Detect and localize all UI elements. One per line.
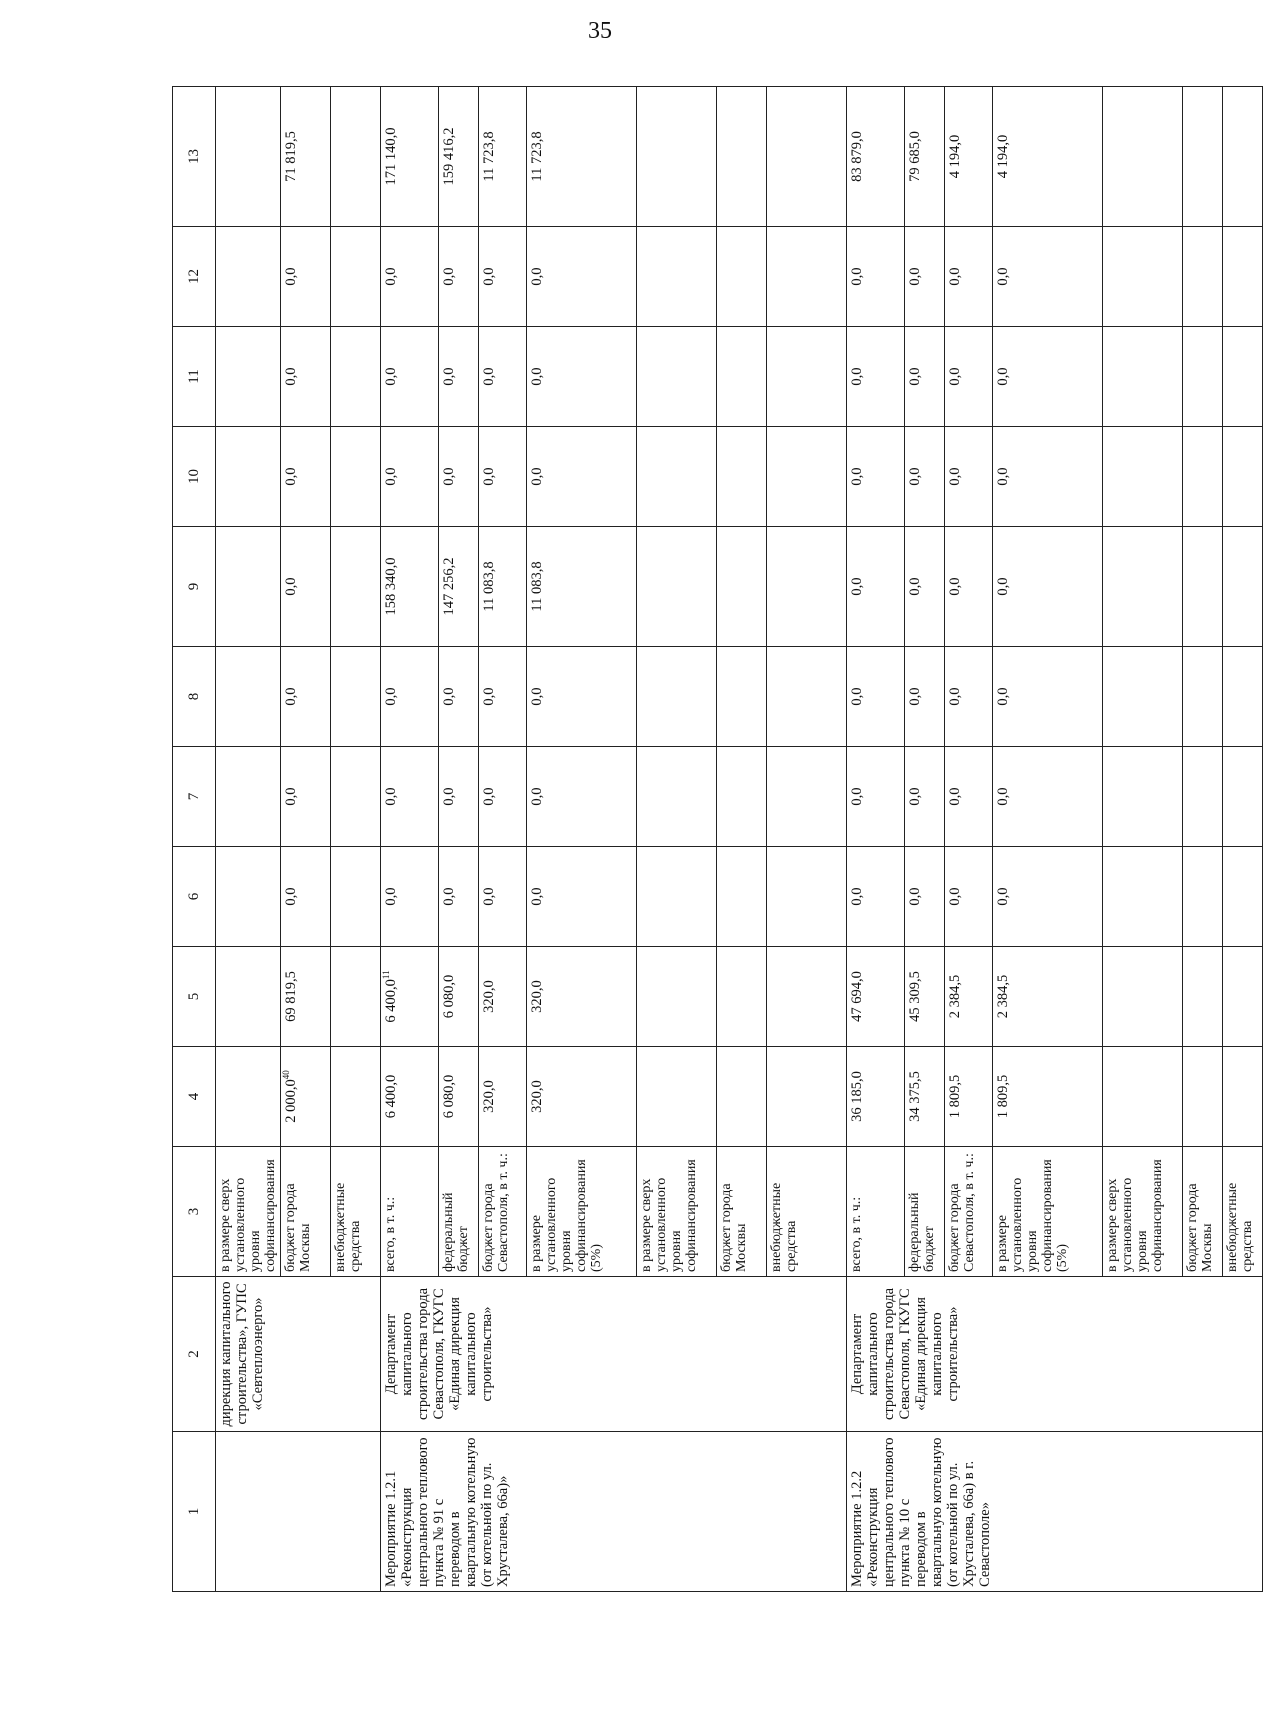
value-cell [1103, 87, 1183, 227]
value-cell: 320,0 [527, 1047, 637, 1147]
value-cell [767, 847, 847, 947]
value-cell: 0,0 [439, 647, 479, 747]
value-cell: 0,0 [281, 847, 331, 947]
value-cell [637, 1047, 717, 1147]
value-cell: 47 694,0 [847, 947, 905, 1047]
funding-source-cell: внебюджетные средства [1223, 1147, 1263, 1277]
funding-source-cell: в размере сверх установленного уровня софинансирования [1103, 1147, 1183, 1277]
value-cell: 0,0 [439, 847, 479, 947]
value-cell: 0,0 [439, 427, 479, 527]
value-cell: 171 140,0 [381, 87, 439, 227]
value-cell [216, 527, 281, 647]
value-cell [216, 647, 281, 747]
header-cell: 2 [173, 1277, 216, 1432]
value-cell: 2 384,5 [945, 947, 993, 1047]
value-cell: 0,0 [439, 747, 479, 847]
value-cell [1183, 847, 1223, 947]
value-cell: 0,0 [527, 427, 637, 527]
value-cell: 0,0 [527, 647, 637, 747]
value-cell [767, 1047, 847, 1147]
funding-source-cell: бюджет города Севастополя, в т. ч.: [479, 1147, 527, 1277]
value-cell [1103, 747, 1183, 847]
value-cell: 0,0 [847, 527, 905, 647]
value-cell: 0,0 [905, 747, 945, 847]
value-cell: 0,0 [439, 227, 479, 327]
value-cell [1223, 947, 1263, 1047]
header-cell: 10 [173, 427, 216, 527]
funding-source-cell: всего, в т. ч.: [381, 1147, 439, 1277]
header-cell: 1 [173, 1432, 216, 1592]
executor-cell: дирекция капитального строительства», ГУПС «Севтеплоэнерго» [216, 1277, 381, 1432]
value-cell [1183, 647, 1223, 747]
value-cell: 0,0 [847, 427, 905, 527]
value-cell: 320,0 [527, 947, 637, 1047]
value-cell [1183, 747, 1223, 847]
value-cell: 45 309,5 [905, 947, 945, 1047]
value-cell: 0,0 [281, 527, 331, 647]
value-cell: 0,0 [905, 427, 945, 527]
value-cell [717, 87, 767, 227]
funding-source-cell: в размере сверх установленного уровня софинансирования [637, 1147, 717, 1277]
value-cell: 11 083,8 [479, 527, 527, 647]
header-cell: 12 [173, 227, 216, 327]
value-cell [331, 87, 381, 227]
value-cell [637, 327, 717, 427]
value-cell [1183, 227, 1223, 327]
value-cell: 0,0 [381, 747, 439, 847]
value-cell [1223, 847, 1263, 947]
value-cell [1223, 527, 1263, 647]
value-cell [216, 947, 281, 1047]
value-cell: 0,0 [527, 227, 637, 327]
table-row [216, 87, 281, 1592]
value-cell [331, 747, 381, 847]
value-cell [331, 327, 381, 427]
value-cell [1103, 1047, 1183, 1147]
value-cell: 0,0 [479, 647, 527, 747]
value-cell: 158 340,0 [381, 527, 439, 647]
value-cell [717, 747, 767, 847]
value-cell [717, 647, 767, 747]
value-cell: 0,0 [381, 427, 439, 527]
value-cell: 0,0 [381, 847, 439, 947]
value-cell [1223, 427, 1263, 527]
value-cell [1103, 327, 1183, 427]
page-number: 35 [588, 18, 612, 44]
value-cell: 320,0 [479, 947, 527, 1047]
value-cell [717, 1047, 767, 1147]
value-cell: 2 000,0$^{40}$ [281, 1047, 331, 1147]
value-cell [1103, 227, 1183, 327]
value-cell: 1 809,5 [993, 1047, 1103, 1147]
value-cell: 0,0 [847, 647, 905, 747]
value-cell: 0,0 [993, 747, 1103, 847]
value-cell: 0,0 [905, 847, 945, 947]
header-cell: 5 [173, 947, 216, 1047]
value-cell: 11 723,8 [527, 87, 637, 227]
value-cell: 1 809,5 [945, 1047, 993, 1147]
value-cell: 0,0 [281, 747, 331, 847]
funding-source-cell: федеральный бюджет [905, 1147, 945, 1277]
value-cell [216, 747, 281, 847]
value-cell [1223, 327, 1263, 427]
value-cell: 6 080,0 [439, 1047, 479, 1147]
value-cell: 83 879,0 [847, 87, 905, 227]
value-cell [767, 527, 847, 647]
value-cell: 0,0 [993, 847, 1103, 947]
value-cell: 320,0 [479, 1047, 527, 1147]
value-cell [637, 87, 717, 227]
value-cell: 71 819,5 [281, 87, 331, 227]
value-cell: 79 685,0 [905, 87, 945, 227]
value-cell [1103, 527, 1183, 647]
funding-source-cell: в размере установленного уровня софинансирования (5%) [993, 1147, 1103, 1277]
funding-table [172, 86, 1263, 1592]
measure-name-cell: Мероприятие 1.2.1 «Реконструкция центрального теплового пункта № 91 с переводом в квартальную котельную (от котельной по ул. Хрусталева, 66а)» [381, 1432, 847, 1592]
header-row [173, 87, 216, 1592]
value-cell [767, 947, 847, 1047]
funding-source-cell: бюджет города Москвы [1183, 1147, 1223, 1277]
value-cell [1183, 947, 1223, 1047]
value-cell [767, 747, 847, 847]
header-cell: 6 [173, 847, 216, 947]
value-cell [331, 647, 381, 747]
value-cell: 0,0 [993, 647, 1103, 747]
value-cell [216, 327, 281, 427]
value-cell: 6 080,0 [439, 947, 479, 1047]
funding-source-cell: бюджет города Москвы [717, 1147, 767, 1277]
value-cell: 0,0 [847, 227, 905, 327]
header-cell: 7 [173, 747, 216, 847]
value-cell [1183, 1047, 1223, 1147]
value-cell: 0,0 [281, 647, 331, 747]
value-cell [331, 947, 381, 1047]
value-cell: 0,0 [479, 427, 527, 527]
value-cell [216, 847, 281, 947]
value-cell [637, 227, 717, 327]
header-cell: 8 [173, 647, 216, 747]
value-cell: 0,0 [847, 327, 905, 427]
value-cell: 0,0 [281, 427, 331, 527]
value-cell [216, 427, 281, 527]
value-cell: 0,0 [527, 847, 637, 947]
value-cell [637, 947, 717, 1047]
value-cell: 0,0 [381, 227, 439, 327]
value-cell: 0,0 [993, 527, 1103, 647]
funding-source-cell: внебюджетные средства [767, 1147, 847, 1277]
value-cell [331, 227, 381, 327]
value-cell: 0,0 [281, 327, 331, 427]
value-cell [637, 427, 717, 527]
value-cell [1183, 427, 1223, 527]
funding-source-cell: в размере сверх установленного уровня софинансирования [216, 1147, 281, 1277]
value-cell [1183, 327, 1223, 427]
value-cell: 2 384,5 [993, 947, 1103, 1047]
value-cell: 0,0 [847, 747, 905, 847]
value-cell: 0,0 [281, 227, 331, 327]
value-cell: 0,0 [993, 427, 1103, 527]
value-cell: 0,0 [847, 847, 905, 947]
rotated-table-sheet [172, 87, 1255, 1592]
value-cell [1103, 647, 1183, 747]
value-cell [331, 527, 381, 647]
value-cell [216, 1047, 281, 1147]
value-cell: 0,0 [905, 327, 945, 427]
value-cell [637, 847, 717, 947]
value-cell: 0,0 [381, 327, 439, 427]
value-cell [717, 227, 767, 327]
value-cell: 6 400,0 [381, 1047, 439, 1147]
table-row [381, 87, 439, 1592]
value-cell [1183, 87, 1223, 227]
value-cell [717, 327, 767, 427]
measure-name-cell: Мероприятие 1.2.2 «Реконструкция центрального теплового пункта № 10 с переводом в квартальную котельную (от котельной по ул. Хрусталева, 66а) в г. Севастополе» [847, 1432, 1263, 1592]
value-cell [767, 427, 847, 527]
value-cell: 11 723,8 [479, 87, 527, 227]
value-cell [1103, 427, 1183, 527]
value-cell: 4 194,0 [993, 87, 1103, 227]
value-cell [637, 647, 717, 747]
value-cell: 4 194,0 [945, 87, 993, 227]
table-row [847, 87, 905, 1592]
value-cell: 34 375,5 [905, 1047, 945, 1147]
value-cell: 147 256,2 [439, 527, 479, 647]
value-cell [717, 847, 767, 947]
value-cell [1103, 847, 1183, 947]
header-cell: 4 [173, 1047, 216, 1147]
value-cell: 0,0 [945, 327, 993, 427]
value-cell: 0,0 [945, 527, 993, 647]
value-cell: 6 400,0$^{11}$ [381, 947, 439, 1047]
value-cell [331, 1047, 381, 1147]
value-cell [331, 847, 381, 947]
value-cell: 0,0 [527, 327, 637, 427]
value-cell [767, 327, 847, 427]
value-cell: 0,0 [993, 327, 1103, 427]
value-cell: 11 083,8 [527, 527, 637, 647]
value-cell: 0,0 [905, 527, 945, 647]
value-cell: 0,0 [905, 647, 945, 747]
value-cell: 159 416,2 [439, 87, 479, 227]
header-cell: 3 [173, 1147, 216, 1277]
value-cell [717, 527, 767, 647]
value-cell: 0,0 [381, 647, 439, 747]
value-cell: 0,0 [527, 747, 637, 847]
header-cell: 9 [173, 527, 216, 647]
value-cell [767, 647, 847, 747]
value-cell: 0,0 [945, 427, 993, 527]
funding-source-cell: всего, в т. ч.: [847, 1147, 905, 1277]
value-cell [1103, 947, 1183, 1047]
value-cell: 0,0 [479, 847, 527, 947]
value-cell [637, 747, 717, 847]
value-cell: 36 185,0 [847, 1047, 905, 1147]
value-cell [717, 947, 767, 1047]
value-cell [1223, 227, 1263, 327]
value-cell: 0,0 [945, 647, 993, 747]
executor-cell: Департамент капитального строительства города Севастополя, ГКУГС «Единая дирекция капитального строительства» [381, 1277, 847, 1432]
value-cell [216, 87, 281, 227]
value-cell: 0,0 [945, 847, 993, 947]
value-cell [1183, 527, 1223, 647]
value-cell [767, 87, 847, 227]
executor-cell: Департамент капитального строительства города Севастополя, ГКУГС «Единая дирекция капитального строительства» [847, 1277, 1263, 1432]
value-cell [637, 527, 717, 647]
funding-source-cell: внебюджетные средства [331, 1147, 381, 1277]
value-cell [331, 427, 381, 527]
funding-source-cell: федеральный бюджет [439, 1147, 479, 1277]
value-cell: 0,0 [439, 327, 479, 427]
header-cell: 13 [173, 87, 216, 227]
value-cell [717, 427, 767, 527]
header-cell: 11 [173, 327, 216, 427]
funding-source-cell: бюджет города Севастополя, в т. ч.: [945, 1147, 993, 1277]
value-cell [1223, 1047, 1263, 1147]
value-cell: 0,0 [479, 327, 527, 427]
value-cell: 69 819,5 [281, 947, 331, 1047]
funding-source-cell: в размере установленного уровня софинансирования (5%) [527, 1147, 637, 1277]
value-cell [1223, 647, 1263, 747]
value-cell: 0,0 [945, 227, 993, 327]
value-cell [1223, 87, 1263, 227]
measure-name-cell [216, 1432, 381, 1592]
value-cell: 0,0 [479, 227, 527, 327]
value-cell [767, 227, 847, 327]
value-cell: 0,0 [945, 747, 993, 847]
value-cell: 0,0 [993, 227, 1103, 327]
value-cell [1223, 747, 1263, 847]
value-cell [216, 227, 281, 327]
value-cell: 0,0 [479, 747, 527, 847]
value-cell: 0,0 [905, 227, 945, 327]
funding-source-cell: бюджет города Москвы [281, 1147, 331, 1277]
